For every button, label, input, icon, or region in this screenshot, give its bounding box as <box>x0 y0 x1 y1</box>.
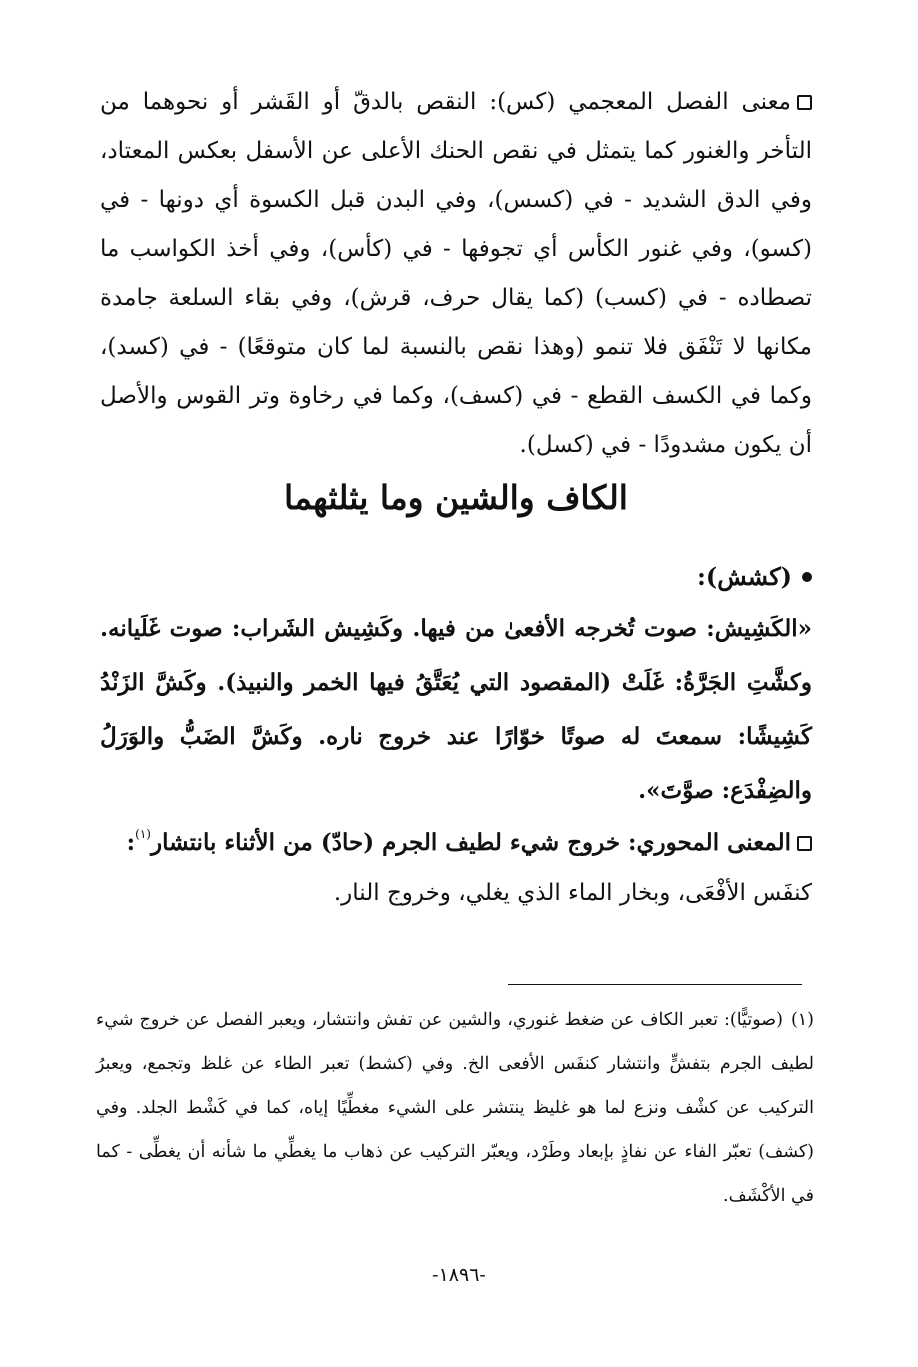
footnote-divider <box>508 984 802 985</box>
top-paragraph <box>100 78 812 470</box>
entry-quote: «الكَشِيش: صوت تُخرجه الأفعىٰ من فيها. وكَشِيش الشَراب: صوت غَلَيانه. وكشَّتِ الجَرَّةُ: غَلَتْ (المقصود التي يُعَتَّقُ فيها الخمر والنبيذ). وكَشَّ الزَنْدُ كَشِيشًا: سمعتَ له صوتًا خوّارًا عند خروج ناره. وكَشَّ الضَبُّ والوَرَلُ والضِفْدَع: صوَّتَ». <box>100 615 812 804</box>
footnote <box>96 998 814 1218</box>
checkbox-square-icon <box>797 836 812 851</box>
entry-heading-text: (كشش): <box>696 562 792 591</box>
top-paragraph-text: معنى الفصل المعجمي (كس): النقص بالدقّ أو القَشر أو نحوهما من التأخر والغنور كما يتمثل في نقص الحنك الأعلى عن الأسفل بعكس المعتاد، وفي الدق الشديد - في (كسس)، وفي البدن قبل الكسوة أي دونها - في (كسو)، وفي غنور الكأس أي تجوفها - في (كأس)، وفي أخذ الكواسب ما تصطاده - في (كسب) (كما يقال حرف، قرش)، وفي بقاء السلعة جامدة مكانها لا تَنْفَق فلا تنمو (وهذا نقص بالنسبة لما كان متوقعًا) - في (كسد)، وكما في الكسف القطع - في (كسف)، وكما في رخاوة وتر القوس والأصل أن يكون مشدودًا - في (كسل). <box>100 89 812 458</box>
meaning-lead: المعنى المحوري: خروج شيء لطيف الجرم (حادّ) من الأثناء بانتشار <box>150 829 791 856</box>
footnote-text: (صوتيًّا): تعبر الكاف عن ضغط غنوري، والشين عن تفش وانتشار، ويعبر الفصل عن خروج شيء لطيف الجرم بتفشٍّ وانتشار كنفَس الأفعى الخ. وفي (كشط) تعبر الطاء عن غلظ وتجمع، ويعبرُ التركيب عن كشْف ونزع لما هو غليظ ينتشر على الشيء مغطِّيًا إياه، كما في كَشْط الجلد. وفي (كشف) تعبّر الفاء عن نفاذٍ بإبعاد وطَرْد، ويعبّر التركيب عن ذهاب ما يغطِّي ما شأنه أن يغطِّى - كما في الأكْشَف. <box>96 1010 814 1206</box>
footnote-number: (١) <box>790 1010 814 1030</box>
top-paragraph-block <box>100 78 812 470</box>
entry-heading <box>100 552 812 602</box>
meaning-colon: : <box>126 829 136 856</box>
meaning-rest: كنفَس الأفْعَى، وبخار الماء الذي يغلي، وخروج النار. <box>333 880 812 906</box>
entry-meaning <box>100 818 812 918</box>
section-title: الكاف والشين وما يثلثهما <box>284 478 628 517</box>
page-number: -١٨٩٦- <box>432 1264 486 1286</box>
bullet-icon <box>802 572 812 582</box>
checkbox-square-icon <box>797 95 812 110</box>
entry-kashsh <box>100 552 812 918</box>
footnote-reference[interactable]: (١) <box>135 827 151 841</box>
